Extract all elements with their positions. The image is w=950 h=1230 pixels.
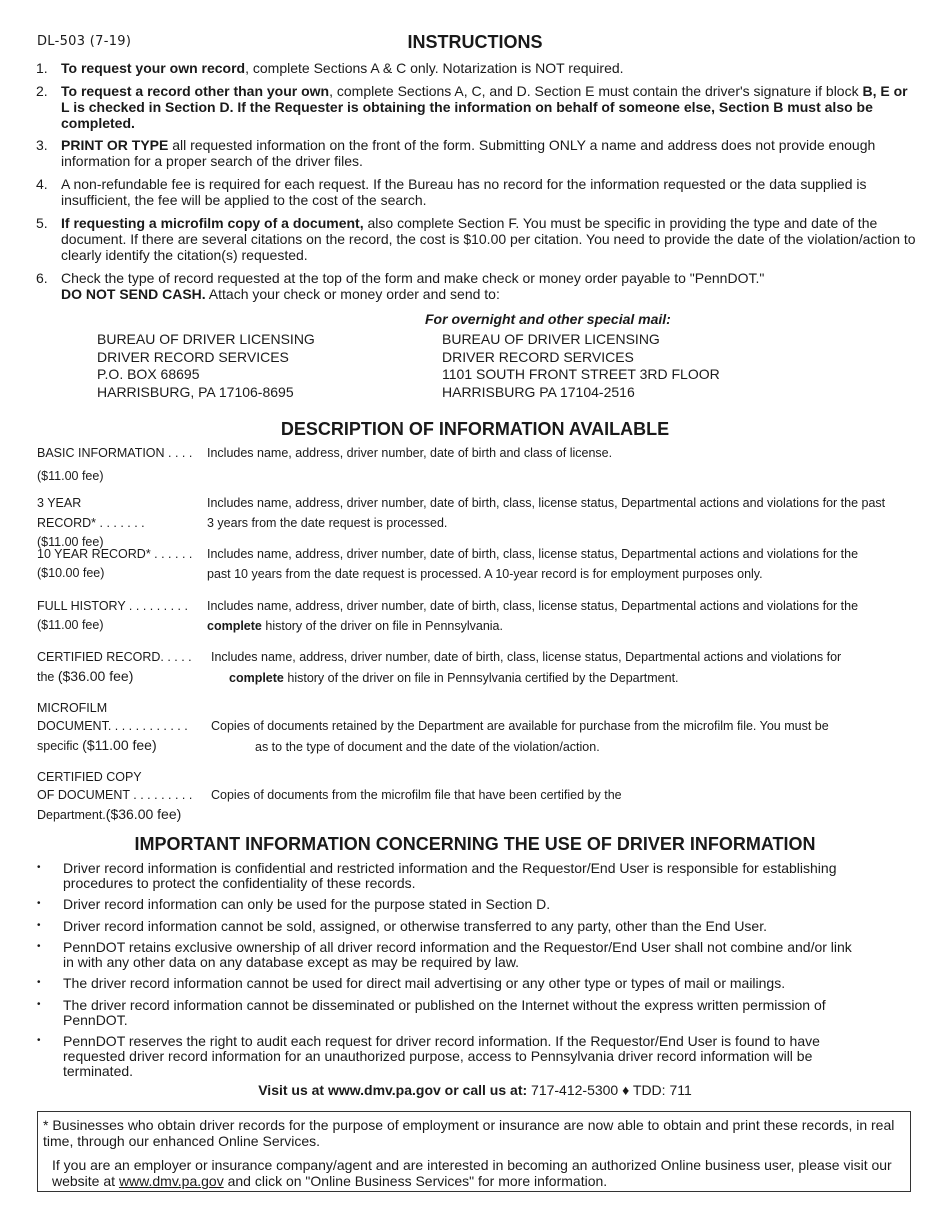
desc-label-microfilm-2: DOCUMENT. . . . . . . . . . . . (37, 719, 188, 733)
instruction-3 (36, 137, 916, 169)
desc-fee-microfilm-line (37, 738, 157, 754)
instruction-number: 4. (36, 176, 48, 192)
desc-bold: complete (229, 671, 284, 685)
desc-prefix: the (37, 670, 58, 684)
desc-label-certcopy: CERTIFIED COPY (37, 770, 142, 784)
desc-prefix: Department. (37, 808, 106, 822)
desc-text-10yr: Includes name, address, driver number, date of birth, class, license status, Departmental actions and violations for the (207, 547, 859, 561)
address-line: BUREAU OF DRIVER LICENSING (97, 331, 315, 347)
online-services-notice (37, 1111, 911, 1192)
bullet-item (37, 1034, 907, 1079)
address-line: DRIVER RECORD SERVICES (97, 348, 289, 365)
desc-bold: complete (207, 619, 262, 633)
instruction-bold: DO NOT SEND CASH. (61, 286, 206, 302)
instruction-number: 6. (36, 270, 48, 286)
instruction-number: 2. (36, 83, 48, 99)
desc-label-microfilm: MICROFILM (37, 701, 108, 715)
desc-label-full: FULL HISTORY . . . . . . . . . (37, 599, 188, 613)
address-line: DRIVER RECORD SERVICES (442, 348, 634, 365)
contact-line (0, 1082, 950, 1098)
notice-text: If you are an employer or insurance company/agent and are interested in becoming an authorized Online business user, please visit our website at (52, 1157, 892, 1189)
address-line: 1101 SOUTH FRONT STREET 3RD FLOOR (442, 366, 720, 382)
bullet-dot: • (37, 1035, 41, 1046)
desc-fee-basic: ($11.00 fee) (37, 469, 104, 483)
desc-text-10yr-2: past 10 years from the date request is processed. A 10-year record is for employment purposes only. (207, 567, 763, 581)
website-link[interactable]: www.dmv.pa.gov (118, 1173, 224, 1189)
address-line: P.O. BOX 68695 (97, 366, 200, 382)
bullet-dot: • (37, 999, 41, 1010)
instruction-number: 3. (36, 137, 48, 153)
address-line: BUREAU OF DRIVER LICENSING (442, 331, 660, 347)
bullet-dot: • (37, 977, 41, 988)
instruction-5 (36, 215, 916, 263)
bullet-text: The driver record information cannot be used for direct mail advertising or any other type or types of mail or mailings. (63, 975, 786, 991)
bullet-item (37, 897, 907, 912)
bullet-item (37, 976, 907, 991)
desc-label-certified: CERTIFIED RECORD. . . . . (37, 650, 192, 664)
contact-bold: Visit us at www.dmv.pa.gov or call us at: (258, 1082, 528, 1098)
regular-mail-address (97, 331, 315, 401)
bullet-text: Driver record information cannot be sold, assigned, or otherwise transferred to any party, other than the End User. (63, 918, 767, 934)
instructions-title: INSTRUCTIONS (407, 32, 543, 52)
bullet-text: Driver record information can only be used for the purpose stated in Section D. (63, 896, 551, 912)
address-line: HARRISBURG PA 17104-2516 (442, 383, 635, 400)
desc-text-microfilm: Copies of documents retained by the Department are available for purchase from the microfilm file. You must be (211, 719, 829, 733)
desc-prefix: specific (37, 739, 83, 753)
instruction-text: , complete Sections A & C only. Notarization is NOT required. (245, 60, 624, 76)
bullet-text: The driver record information cannot be disseminated or published on the Internet without the express written permission of PennDOT. (63, 997, 826, 1028)
bullet-item (37, 940, 907, 970)
desc-label-3yr-2: RECORD* . . . . . . . (37, 516, 145, 530)
bullet-item (37, 998, 907, 1028)
desc-fee-certcopy: ($36.00 fee) (105, 806, 182, 822)
instruction-bold: PRINT OR TYPE (61, 137, 169, 153)
desc-fee-3yr: ($11.00 fee) (37, 535, 104, 549)
desc-text-certified: Includes name, address, driver number, date of birth, class, license status, Departmental actions and violations for (211, 650, 842, 664)
important-title: IMPORTANT INFORMATION CONCERNING THE USE OF DRIVER INFORMATION (134, 834, 816, 854)
instruction-text: also complete Section F. You must be specific in providing the type and date of the document. If there are several citations on the record, the cost is $10.00 per citation. You need to provide the date of the violation/action to clearly identify the citation(s) requested. (61, 215, 916, 263)
contact-text: 717-412-5300 ♦ TDD: 711 (527, 1082, 692, 1098)
desc-text: history of the driver on file in Pennsylvania certified by the Department. (283, 671, 679, 685)
desc-label-3yr: 3 YEAR (37, 496, 82, 510)
bullet-text: Driver record information is confidential and restricted information and the Requestor/End User is responsible for establishing procedures to protect the confidentiality of these records. (63, 860, 837, 891)
notice-paragraph-1: * Businesses who obtain driver records for the purpose of employment or insurance are now able to obtain and print these records, in real time, through our enhanced Online Services. (43, 1117, 895, 1149)
bullet-dot: • (37, 920, 41, 931)
desc-text-basic: Includes name, address, driver number, date of birth and class of license. (207, 446, 613, 460)
instruction-6 (36, 270, 916, 302)
desc-text-certcopy: Copies of documents from the microfilm file that have been certified by the (211, 788, 622, 802)
instruction-1 (36, 60, 916, 76)
overnight-mail-address (442, 331, 720, 401)
desc-text-full: Includes name, address, driver number, date of birth, class, license status, Departmental actions and violations for the (207, 599, 859, 613)
instruction-text: A non-refundable fee is required for each request. If the Bureau has no record for the information requested or the data supplied is insufficient, the fee will be applied to the cost of the search. (61, 176, 867, 208)
instruction-bold: If requesting a microfilm copy of a document, (61, 215, 364, 231)
instruction-bold: B, E or L is checked in Section D. If the Requester is obtaining the information on behalf of someone else, Section B must also be completed. (61, 83, 908, 131)
bullet-dot: • (37, 898, 41, 909)
desc-text-microfilm-2: as to the type of document and the date of the violation/action. (255, 740, 600, 754)
notice-paragraph-2 (52, 1157, 904, 1189)
address-line: HARRISBURG, PA 17106-8695 (97, 383, 294, 400)
instruction-4 (36, 176, 916, 208)
bullet-item (37, 861, 907, 891)
instruction-text: , complete Sections A, C, and D. Section E must contain the driver's signature if block (329, 83, 863, 99)
desc-fee-certified-line (37, 669, 133, 685)
desc-fee-certcopy-line (37, 807, 181, 823)
desc-text: history of the driver on file in Pennsylvania. (261, 619, 503, 633)
bullet-dot: • (37, 862, 41, 873)
desc-fee-10yr: ($10.00 fee) (37, 566, 105, 580)
instruction-bold: To request a record other than your own (61, 83, 330, 99)
overnight-label: For overnight and other special mail: (425, 311, 671, 327)
instruction-text: Check the type of record requested at the top of the form and make check or money order payable to "PennDOT." (61, 270, 765, 286)
desc-label-10yr: 10 YEAR RECORD* . . . . . . (37, 547, 193, 561)
desc-fee-microfilm: ($11.00 fee) (82, 737, 157, 753)
desc-text-3yr: Includes name, address, driver number, date of birth, class, license status, Departmental actions and violations for the past (207, 496, 886, 510)
bullet-text: PennDOT retains exclusive ownership of all driver record information and the Requestor/End User shall not combine and/or link in with any other data on any database except as may be required by law. (63, 939, 852, 970)
instruction-text: Attach your check or money order and send to: (205, 286, 500, 302)
desc-text-3yr-2: 3 years from the date request is processed. (207, 516, 448, 530)
instruction-bold: To request your own record (61, 60, 246, 76)
desc-label-basic: BASIC INFORMATION . . . . (37, 446, 193, 460)
notice-text: and click on "Online Business Services" for more information. (223, 1173, 608, 1189)
desc-text-full-2 (207, 619, 917, 634)
instruction-2 (36, 83, 916, 131)
desc-fee-full: ($11.00 fee) (37, 618, 104, 632)
bullet-dot: • (37, 941, 41, 952)
instruction-number: 1. (36, 60, 48, 76)
bullet-text: PennDOT reserves the right to audit each request for driver record information. If the Requestor/End User is found to have requested driver record information for an unauthorized purpose, access to Pennsylvania driver record information will be terminated. (63, 1033, 820, 1079)
desc-text-certified-2 (229, 671, 939, 686)
bullet-item (37, 919, 907, 934)
instruction-text: all requested information on the front of the form. Submitting ONLY a name and address does not provide enough information for a proper search of the driver files. (61, 137, 876, 169)
instruction-number: 5. (36, 215, 48, 231)
desc-label-certcopy-2: OF DOCUMENT . . . . . . . . . (37, 788, 193, 802)
desc-fee-certified: ($36.00 fee) (57, 668, 134, 684)
form-number: DL-503 (7-19) (37, 34, 132, 49)
description-title: DESCRIPTION OF INFORMATION AVAILABLE (280, 419, 670, 439)
